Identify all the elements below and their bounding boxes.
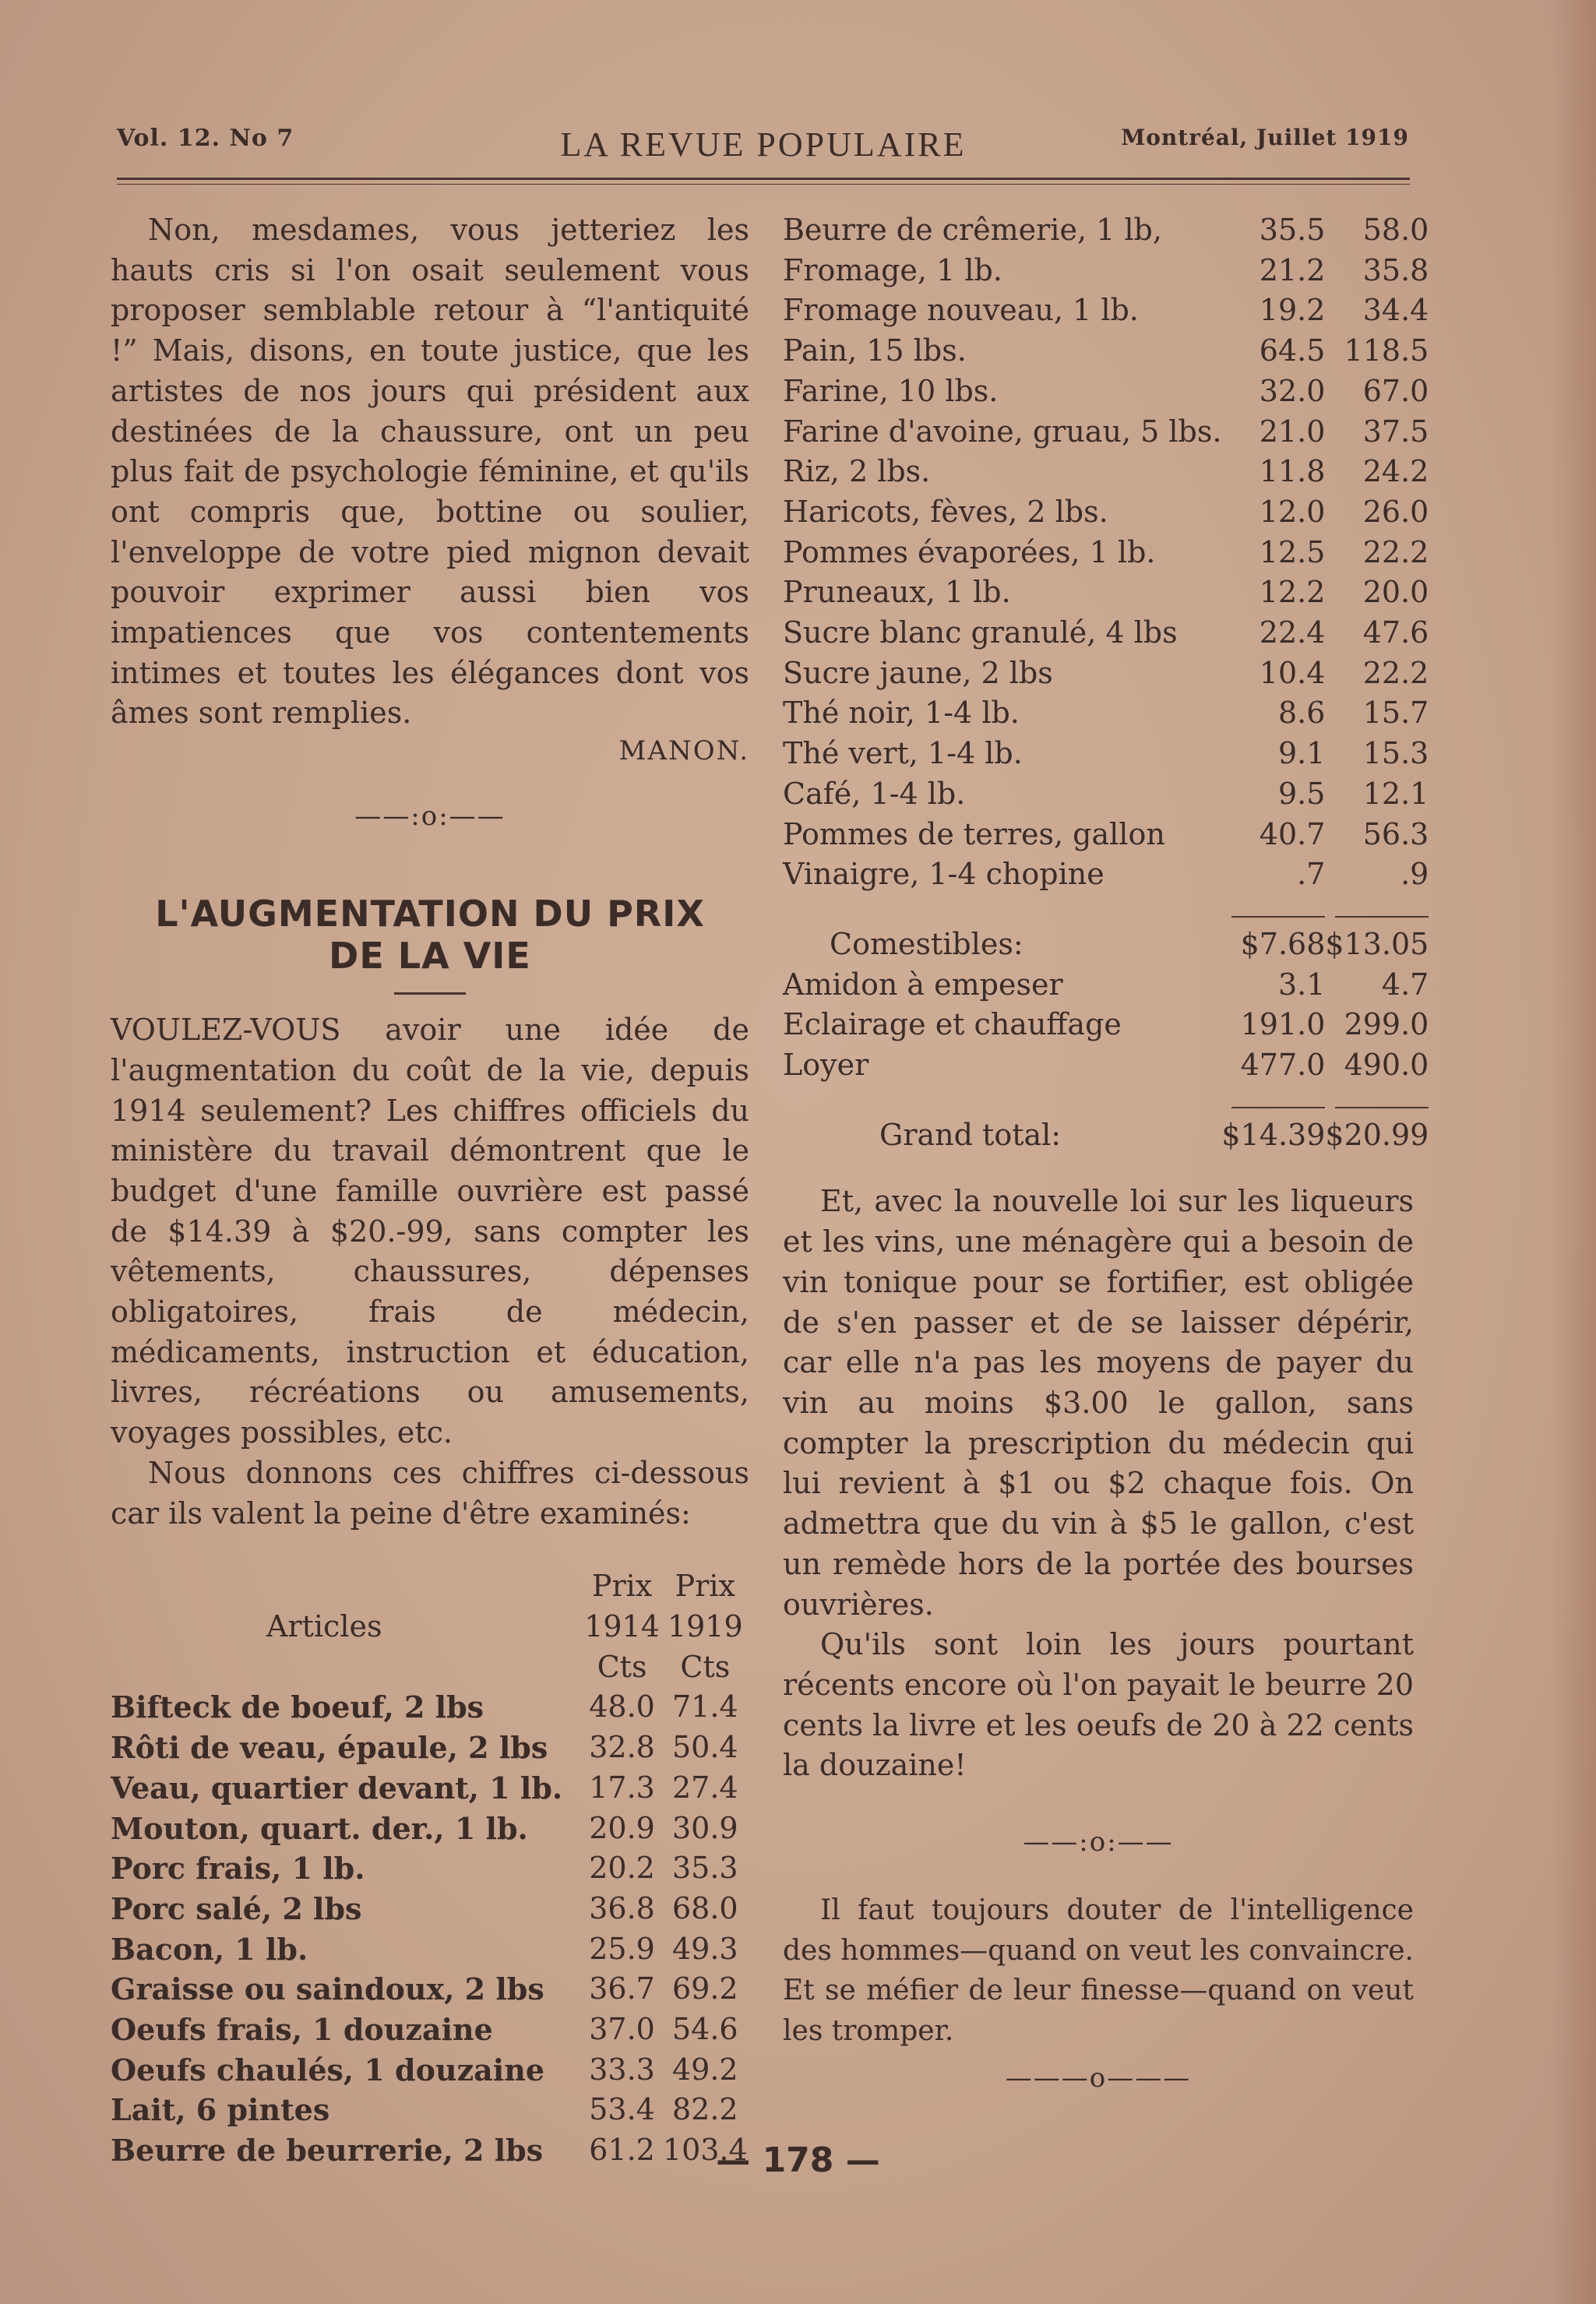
item-name: Veau, quartier devant, 1 lb. [111,1770,563,1806]
end-separator: ———o——— [1005,2062,1192,2094]
table-row [783,291,1429,331]
table-row [111,2090,749,2130]
header-rule-thin [117,184,1410,185]
item-name: Farine, 10 lbs. [783,373,999,408]
table-row [783,210,1429,251]
comestibles-1914: $7.68 [1240,926,1326,961]
dateline: Montréal, Juillet 1919 [1121,125,1409,150]
table-row [783,693,1429,734]
volume-number: Vol. 12. No 7 [117,125,294,152]
price-1919: 82.2 [672,2092,738,2127]
table-row [783,533,1429,573]
price-1914: 22.4 [1259,615,1326,650]
price-1919: 15.3 [1362,736,1429,771]
section-separator: ——:o:—— [1023,1827,1174,1858]
table-row [111,1969,749,2010]
comestibles-label: Comestibles: [830,926,1023,961]
price-1919: 49.2 [672,2052,738,2087]
header-prix-1919: Prix [675,1569,735,1604]
header-articles: Articles [266,1608,382,1643]
item-name: Vinaigre, 1-4 chopine [783,857,1105,892]
item-name: Bifteck de boeuf, 2 lbs [111,1689,484,1725]
subtotal-rule-row [783,895,1429,925]
price-1914: 21.2 [1259,252,1326,287]
article-title-line2: DE LA VIE [329,935,531,978]
table-row [111,2010,749,2050]
item-name: Thé vert, 1-4 lb. [783,736,1023,771]
butter-paragraph: Qu'ils sont loin les jours pourtant récents encore où l'on payait le beurre 20 cents la livre et les oeufs de 20 à 22 cents la douzaine! [783,1627,1414,1783]
price-table-right [783,210,1429,1155]
item-name: Pain, 15 lbs. [783,333,967,368]
item-name: Mouton, quart. der., 1 lb. [111,1810,528,1846]
price-table-left [111,1566,749,2171]
price-1914: 17.3 [589,1770,655,1805]
price-1919: 12.1 [1362,776,1429,811]
right-column [783,210,1429,2094]
price-1914: 8.6 [1277,696,1326,731]
price-1914: 64.5 [1259,333,1326,368]
item-name: Graisse ou saindoux, 2 lbs [111,1971,544,2007]
item-name: Porc salé, 2 lbs [111,1890,362,1926]
item-name: Sucre jaune, 2 lbs [783,655,1053,690]
price-1919: 20.0 [1362,575,1429,610]
item-name: Eclairage et chauffage [783,1007,1122,1042]
grand-total-row [783,1115,1429,1156]
table-row [111,1889,749,1929]
article-paragraph-2: Nous donnons ces chiffres ci-dessous car ils valent la peine d'être examinés: [111,1455,749,1531]
price-1919: 35.3 [672,1851,738,1886]
table-row [783,372,1429,412]
item-name: Beurre de beurrerie, 2 lbs [111,2133,544,2168]
price-1919: 35.8 [1362,252,1429,287]
price-1919: 56.3 [1362,816,1429,851]
article-title-line1: L'AUGMENTATION DU PRIX [155,893,705,935]
table-row [783,251,1429,291]
table-row [111,1848,749,1889]
price-1914: 10.4 [1259,655,1326,690]
price-1919: 34.4 [1362,293,1429,328]
table-row [783,412,1429,453]
header-year-1919: 1919 [667,1608,743,1643]
price-1919: 49.3 [672,1931,738,1966]
section-separator: ——:o:—— [354,801,506,833]
table-row [111,2050,749,2091]
price-1919: 27.4 [672,1770,738,1805]
price-1919: 26.0 [1362,494,1429,529]
intro-paragraph: Non, mesdames, vous jetteriez les hauts cris si l'on osait seulement vous proposer semblable retour à “l'antiquité !” Mais, disons, en toute justice, que les artistes de nos jours qui président aux destinées de la chaussure, ont un peu plus fait de psychologie féminine, et qu'ils ont compris que, bottine ou soulier, l'enveloppe de votre pied mignon devait pouvoir exprimer aussi bien vos impatiences que vos contentements intimes et toutes les élégances dont vos âmes sont remplies. [111,213,749,731]
price-1919: 67.0 [1362,373,1429,408]
price-1914: 9.1 [1277,736,1326,771]
item-name: Oeufs chaulés, 1 douzaine [111,2052,545,2087]
price-1914: 21.0 [1259,414,1326,449]
price-1914: 9.5 [1277,776,1326,811]
price-1914: .7 [1297,857,1326,892]
price-1919: 71.4 [672,1689,738,1724]
table-row [111,1728,749,1768]
price-1914: 32.8 [589,1730,655,1765]
price-1914: 32.0 [1259,373,1326,408]
price-1914: 35.5 [1259,213,1326,247]
price-1914: 40.7 [1259,816,1326,851]
price-1914: 20.9 [589,1810,655,1845]
table-row [783,654,1429,694]
item-name: Porc frais, 1 lb. [111,1851,365,1887]
item-name: Lait, 6 pintes [111,2092,330,2128]
price-1914: 48.0 [589,1689,655,1724]
price-1919: 103.4 [662,2133,748,2168]
price-1914: 25.9 [589,1931,655,1966]
price-1919: 24.2 [1362,454,1429,489]
price-1919: 68.0 [672,1890,738,1925]
grand-total-label: Grand total: [879,1117,1062,1152]
left-column [111,210,749,2171]
table-row [111,1687,749,1728]
price-1919: 490.0 [1344,1048,1429,1083]
subtotal-rule [1231,916,1325,918]
price-1919: 22.2 [1362,534,1429,569]
item-name: Pruneaux, 1 lb. [783,575,1011,610]
price-1919: 30.9 [672,1810,738,1845]
table-row [111,1929,749,1970]
price-1919: 54.6 [672,2012,738,2047]
price-1914: 36.7 [589,1971,655,2006]
item-name: Beurre de crêmerie, 1 lb, [783,213,1162,247]
table-row [783,854,1429,895]
table-row [111,1768,749,1809]
page-number: — 178 — [716,2140,880,2180]
header-rule [117,178,1410,180]
price-1914: 12.0 [1259,494,1326,529]
grand-total-1914: $14.39 [1221,1117,1326,1152]
item-name: Pommes de terres, gallon [783,816,1165,851]
total-rule [1231,1107,1325,1108]
price-1914: 53.4 [589,2092,655,2127]
publication-title: LA REVUE POPULAIRE [560,125,967,164]
table-row [783,613,1429,654]
price-1919: 58.0 [1362,213,1429,247]
price-1914: 37.0 [589,2012,655,2047]
table-row [783,1045,1429,1086]
price-1919: 37.5 [1362,414,1429,449]
table-header-row-prix [111,1566,749,1607]
item-name: Farine d'avoine, gruau, 5 lbs. [783,414,1222,449]
item-name: Rôti de veau, épaule, 2 lbs [111,1730,548,1766]
header-unit-1919: Cts [680,1649,731,1684]
item-name: Loyer [783,1048,869,1083]
price-1919: 22.2 [1362,655,1429,690]
header-unit-1914: Cts [597,1649,647,1684]
price-1914: 20.2 [589,1851,655,1886]
price-1914: 12.5 [1259,534,1326,569]
total-rule [1335,1107,1429,1108]
item-name: Haricots, fèves, 2 lbs. [783,494,1108,529]
price-1919: 299.0 [1344,1007,1429,1042]
table-row [783,572,1429,613]
price-1919: 69.2 [672,1971,738,2006]
price-1914: 11.8 [1259,454,1326,489]
price-1914: 61.2 [589,2133,655,2168]
comestibles-row [783,925,1429,965]
total-rule-row [783,1086,1429,1115]
table-row [783,331,1429,372]
grand-total-1919: $20.99 [1325,1117,1429,1152]
item-name: Fromage, 1 lb. [783,252,1002,287]
item-name: Riz, 2 lbs. [783,454,931,489]
table-row [783,452,1429,492]
article-paragraph-1: VOULEZ-VOUS avoir une idée de l'augmentation du coût de la vie, depuis 1914 seulement? Les chiffres officiels du ministère du travail démontrent que le budget d'une famille ouvrière est passé de $14.39 à $20.-99, sans compter les vêtements, chaussures, dépenses obligatoires, frais de médecin, médicaments, instruction et éducation, livres, récréations ou amusements, voyages possibles, etc. [111,1013,749,1450]
author-signature: MANON. [618,735,749,767]
item-name: Amidon à empeser [783,967,1063,1002]
price-1919: 50.4 [672,1730,738,1765]
item-name: Pommes évaporées, 1 lb. [783,534,1156,569]
price-1919: 15.7 [1362,696,1429,731]
table-row [111,1809,749,1849]
price-1914: 36.8 [589,1890,655,1925]
title-rule [394,992,466,995]
header-prix-1914: Prix [591,1569,653,1604]
price-1914: 191.0 [1240,1007,1326,1042]
maxim-paragraph: Il faut toujours douter de l'intelligence des hommes—quand on veut les convaincre. Et se méfier de leur finesse—quand on veut les tromper. [783,1894,1414,2048]
subtotal-rule [1335,916,1429,918]
comestibles-1919: $13.05 [1325,926,1429,961]
price-1919: 4.7 [1381,967,1429,1002]
table-row [783,1005,1429,1045]
table-header-row-year [111,1607,749,1647]
table-row [783,774,1429,815]
item-name: Bacon, 1 lb. [111,1931,308,1967]
price-1919: 118.5 [1344,333,1429,368]
item-name: Sucre blanc granulé, 4 lbs [783,615,1178,650]
table-row [783,492,1429,533]
price-1919: 47.6 [1362,615,1429,650]
price-1914: 33.3 [589,2052,655,2087]
item-name: Fromage nouveau, 1 lb. [783,293,1139,328]
item-name: Oeufs frais, 1 douzaine [111,2012,493,2048]
wine-paragraph: Et, avec la nouvelle loi sur les liqueurs et les vins, une ménagère qui a besoin de vin tonique pour se fortifier, est obligée de s'en passer et de se laisser dépérir, car elle n'a pas les moyens de payer du vin au moins $3.00 le gallon, sans compter la prescription du médecin qui lui revient à $1 ou $2 chaque fois. On admettra que du vin à $5 le gallon, c'est un remède hors de la portée des bourses ouvrières. [783,1184,1414,1622]
page-edge-shadow [1549,0,1596,2304]
price-1914: 3.1 [1277,967,1326,1002]
price-1914: 12.2 [1259,575,1326,610]
table-row [783,815,1429,855]
price-1919: .9 [1400,857,1429,892]
item-name: Thé noir, 1-4 lb. [783,696,1020,731]
price-1914: 477.0 [1240,1048,1326,1083]
header-year-1914: 1914 [584,1608,660,1643]
table-row [783,965,1429,1006]
price-1914: 19.2 [1259,293,1326,328]
table-row [783,734,1429,774]
table-header-row-unit [111,1647,749,1688]
item-name: Café, 1-4 lb. [783,776,966,811]
